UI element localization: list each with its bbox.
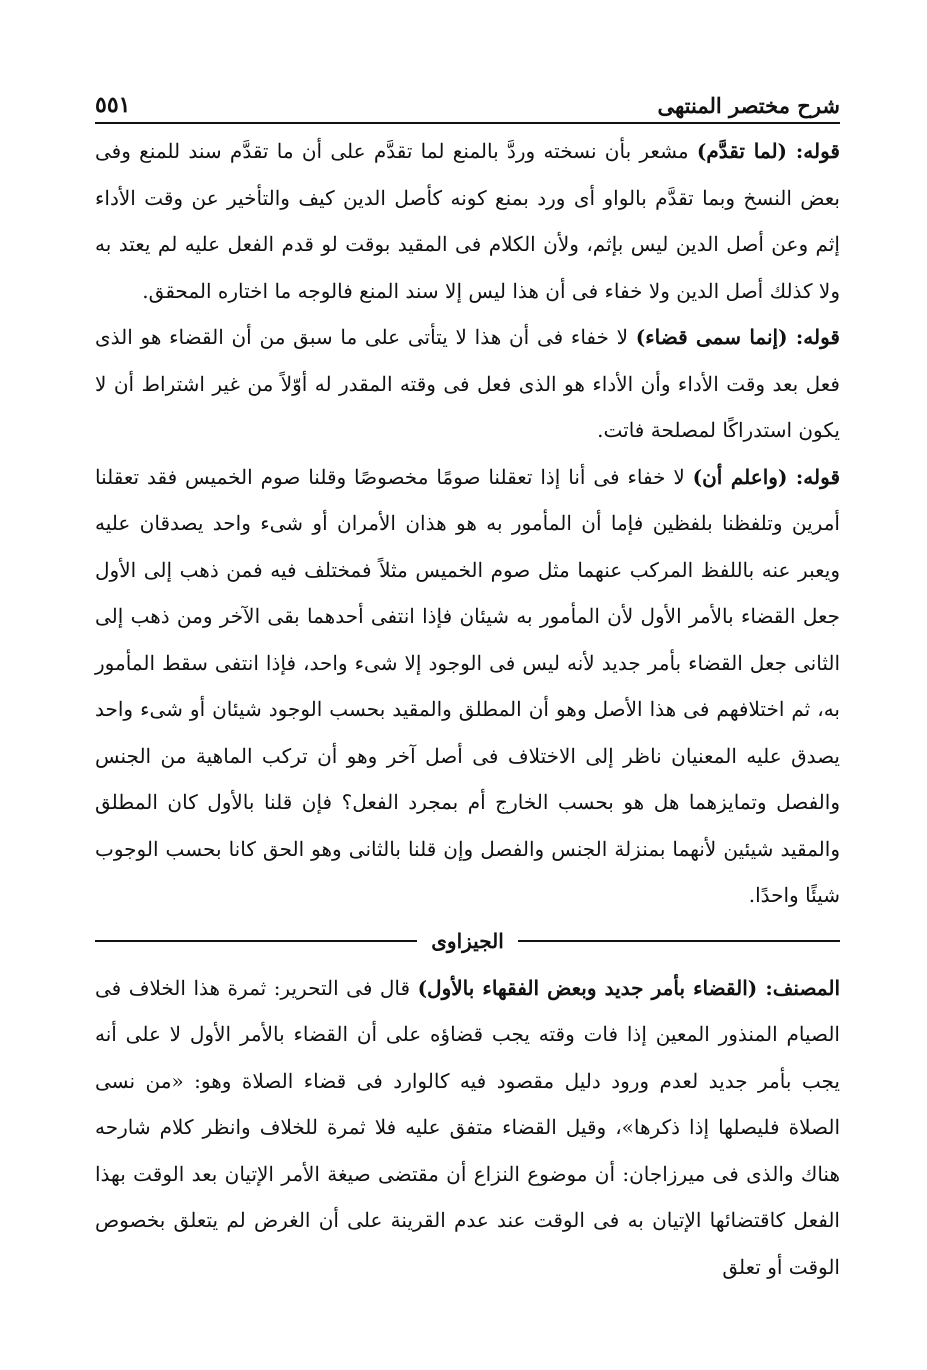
page [95,84,840,1290]
book-title: شرح مختصر المنتهى [657,93,840,118]
commentary-body: قال فى التحرير: ثمرة هذا الخلاف فى الصيام المنذور المعين إذا فات وقته يجب قضاؤه على أن القضاء بالأمر الأول لا على أنه يجب بأمر جديد لعدم ورود دليل مقصود فيه كالوارد فى قضاء الصلاة وهو: «من نسى الصلاة فليصلها إذا ذكرها»، وقيل القضاء متفق عليه فلا ثمرة للخلاف وانظر كلام شارحه هناك والذى فى ميرزاجان: أن موضوع النزاع أن مقتضى صيغة الأمر الإتيان بعد الوقت بهذا الفعل كاقتضائها الإتيان به فى الوقت عند عدم القرينة على أن الغرض لم يتعلق بخصوص الوقت أو تعلق [95,975,841,1279]
main-text [95,128,840,919]
header-rule [95,122,840,124]
paragraph-text: لا خفاء فى أن هذا لا يتأتى على ما سبق من أن القضاء هو الذى فعل بعد وقت الأداء وأن الأداء هو الذى فعل فى وقته المقدر له أوّلاً من غير اشتراط أن لا يكون استدراكًا لمصلحة فاتت. [95,325,840,442]
paragraph-lead: قوله: [787,139,840,163]
paragraph [95,314,840,454]
divider-line [95,940,417,942]
paragraph-lead: قوله: [787,464,841,489]
paragraph-lead: قوله: [787,325,840,349]
paragraph-text: مشعر بأن نسخته وردَّ بالمنع لما تقدَّم على أن ما تقدَّم سند للمنع وفى بعض النسخ وبما تقدَّم بالواو أى ورد بمنع كونه كأصل الدين كيف والتأخير عن وقت الأداء إثم وعن أصل الدين ليس بإثم، ولأن الكلام فى المقيد بوقت لو قدم الفعل عليه لم يعتد به ولا كذلك أصل الدين ولا خفاء فى أن هذا ليس إلا سند المنع فالوجه ما اختاره المحقق. [95,139,840,303]
page-number: ٥٥١ [95,92,131,118]
divider-line [518,940,840,942]
paragraph-text: لا خفاء فى أنا إذا تعقلنا صومًا مخصوصًا وقلنا صوم الخميس فقد تعقلنا أمرين وتلفظنا بلفظين فإما أن المأمور به هو هذان الأمران أو شىء واحد يصدقان عليه ويعبر عنه باللفظ المركب عنهما مثل صوم الخميس مثلاً فمختلف فيه فمن ذهب إلى الأول جعل القضاء بالأمر الأول لأن المأمور به شيئان فإذا انتفى أحدهما بقى الآخر ومن ذهب إلى الثانى جعل القضاء بأمر جديد لأنه ليس فى الوجود إلا شىء واحد، فإذا انتفى سقط المأمور به، ثم اختلافهم فى هذا الأصل وهو أن المطلق والمقيد بحسب الوجود شيئان أو شىء واحد يصدق عليه المعنيان ناظر إلى الاختلاف فى أصل آخر وهو أن تركب الماهية من الجنس والفصل وتمايزهما هل هو بحسب الخارج أم بمجرد الفعل؟ فإن قلنا بالأول كان المطلق والمقيد شيئين لأنهما بمنزلة الجنس والفصل وإن قلنا بالثانى وهو الحق كانا بحسب الوجوب شيئًا واحدًا. [95,464,840,907]
commentary-text [95,965,840,1291]
page-header [95,84,840,120]
paragraph [95,454,840,919]
commentary-lead: المصنف: (القضاء بأمر جديد وبعض الفقهاء بالأول) [417,975,841,1000]
section-divider [95,923,840,959]
paragraph-quote: (إنما سمى قضاء) [635,325,788,349]
paragraph-quote: (لما تقدَّم) [696,139,788,163]
paragraph-quote: (واعلم أن) [692,464,788,489]
paragraph [95,128,840,314]
divider-label: الجيزاوى [431,928,504,953]
